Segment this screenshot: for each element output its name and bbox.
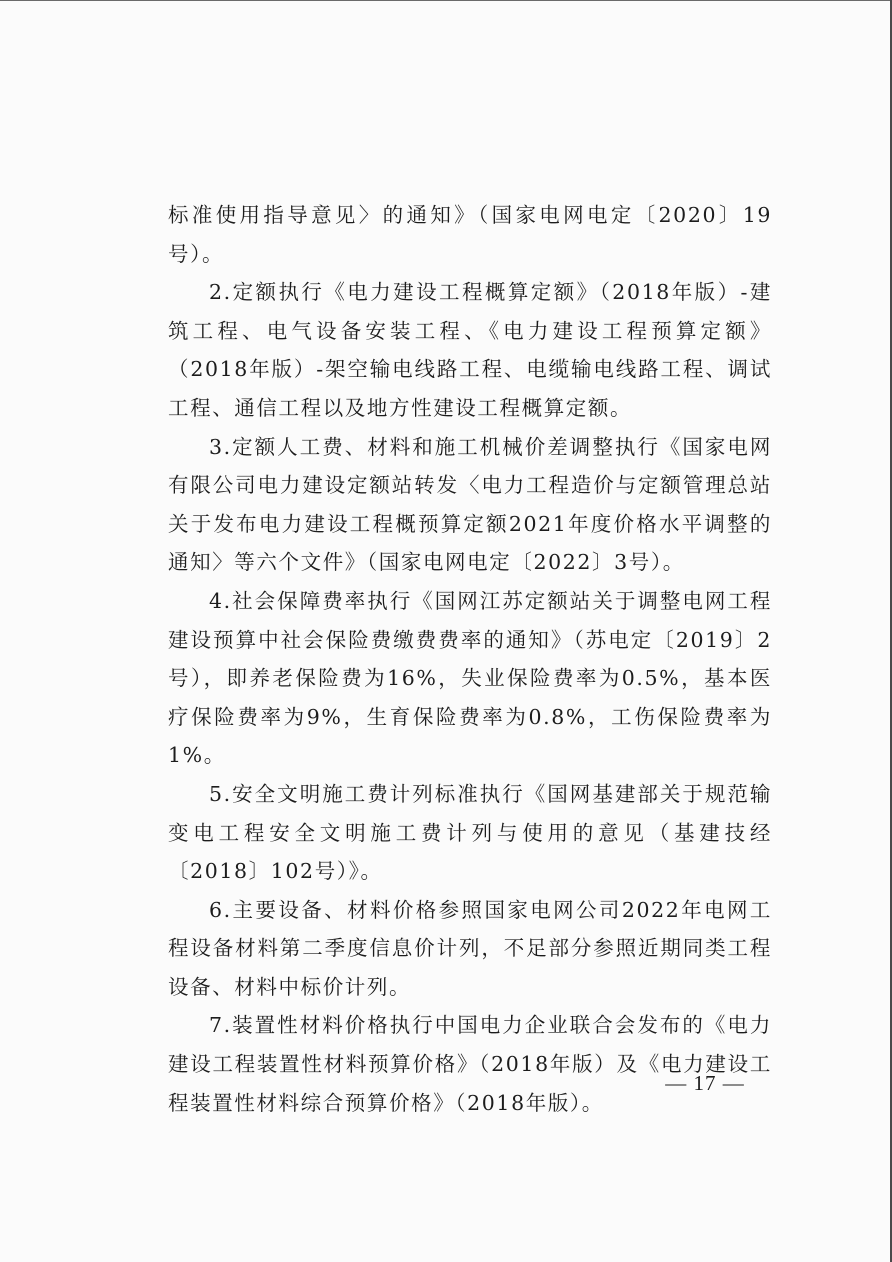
page-top-edge xyxy=(0,0,892,1)
paragraph-item-5: 5.安全文明施工费计列标准执行《国网基建部关于规范输变电工程安全文明施工费计列与使用的意见（基建技经〔2018〕102号）》。 xyxy=(168,781,772,884)
paragraph-item-2: 2.定额执行《电力建设工程概算定额》（2018年版）-建筑工程、电气设备安装工程、《电力建设工程预算定额》（2018年版）-架空输电线路工程、电缆输电线路工程、调试工程、通信工程以及地方性建设工程概算定额。 xyxy=(168,280,772,420)
paragraph-continuation: 标准使用指导意见〉的通知》（国家电网电定〔2020〕19号）。 xyxy=(168,203,772,266)
paragraph-item-3: 3.定额人工费、材料和施工机械价差调整执行《国家电网有限公司电力建设定额站转发〈电力工程造价与定额管理总站关于发布电力建设工程概预算定额2021年度价格水平调整的通知〉等六个文件》（国家电网电定〔2022〕3号）。 xyxy=(168,434,772,575)
paragraph-item-6: 6.主要设备、材料价格参照国家电网公司2022年电网工程设备材料第二季度信息价计列，不足部分参照近期同类工程设备、材料中标价计列。 xyxy=(168,897,772,999)
paragraph-item-7: 7.装置性材料价格执行中国电力企业联合会发布的《电力建设工程装置性材料预算价格》（2018年版）及《电力建设工程装置性材料综合预算价格》（2018年版）。 xyxy=(168,1013,772,1115)
paragraph-item-4: 4.社会保障费率执行《国网江苏定额站关于调整电网工程建设预算中社会保险费缴费费率的通知》（苏电定〔2019〕2号），即养老保险费为16%，失业保险费率为0.5%，基本医疗保险费率为9%，生育保险费率为0.8%，工伤保险费率为1%。 xyxy=(168,588,772,768)
document-body xyxy=(168,196,772,1122)
page-number: — 17 — xyxy=(665,1071,745,1095)
